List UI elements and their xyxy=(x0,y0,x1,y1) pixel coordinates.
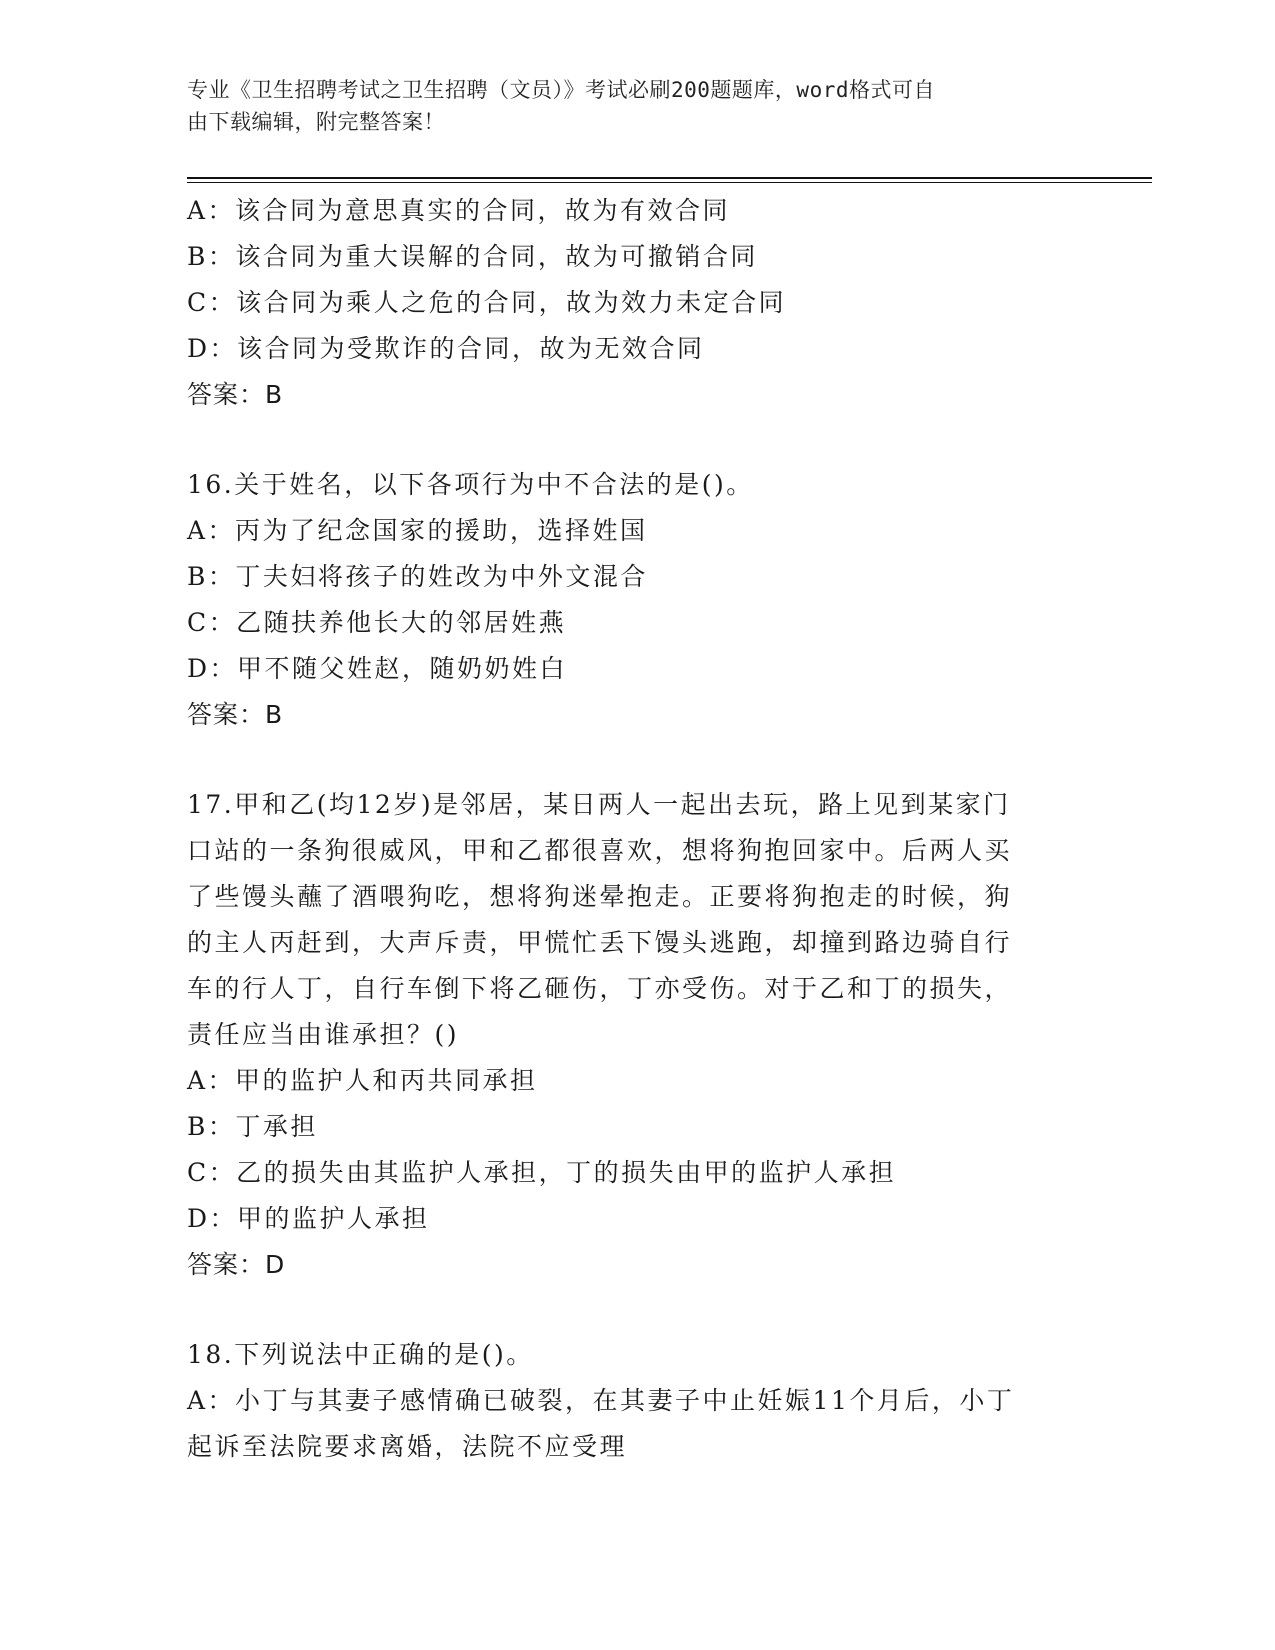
question-stem-line: 了些馒头蘸了酒喂狗吃，想将狗迷晕抱走。正要将狗抱走的时候，狗 xyxy=(187,882,1013,911)
answer-line: 答案：B xyxy=(187,380,284,409)
header-line-1: 专业《卫生招聘考试之卫生招聘（文员）》考试必刷200题题库，word格式可自 xyxy=(187,78,935,102)
option-a: A：该合同为意思真实的合同，故为有效合同 xyxy=(187,196,731,225)
question-stem: 16.关于姓名，以下各项行为中不合法的是()。 xyxy=(187,470,754,499)
option-c: C：该合同为乘人之危的合同，故为效力未定合同 xyxy=(187,288,787,317)
question-stem-line: 车的行人丁，自行车倒下将乙砸伤，丁亦受伤。对于乙和丁的损失， xyxy=(187,974,1013,1003)
header-divider-thin xyxy=(187,182,1152,183)
page-header xyxy=(187,74,1067,138)
answer-line: 答案：D xyxy=(187,1250,286,1279)
question-18 xyxy=(187,1332,1067,1470)
question-stem-line: 责任应当由谁承担？() xyxy=(187,1020,460,1049)
question-stem-line: 口站的一条狗很威风，甲和乙都很喜欢，想将狗抱回家中。后两人买 xyxy=(187,836,1013,865)
question-16 xyxy=(187,462,1067,738)
option-c: C：乙的损失由其监护人承担，丁的损失由甲的监护人承担 xyxy=(187,1158,897,1187)
option-a-line: 起诉至法院要求离婚，法院不应受理 xyxy=(187,1432,628,1461)
option-a: A：甲的监护人和丙共同承担 xyxy=(187,1066,538,1095)
answer-line: 答案：B xyxy=(187,700,284,729)
question-stem: 18.下列说法中正确的是()。 xyxy=(187,1340,534,1369)
option-d: D：甲的监护人承担 xyxy=(187,1204,430,1233)
option-c: C：乙随扶养他长大的邻居姓燕 xyxy=(187,608,567,637)
question-stem-line: 17.甲和乙(均12岁)是邻居，某日两人一起出去玩，路上见到某家门 xyxy=(187,790,1011,819)
option-a: A：丙为了纪念国家的援助，选择姓国 xyxy=(187,516,648,545)
header-line-2: 由下载编辑，附完整答案！ xyxy=(187,110,445,134)
option-b: B：丁夫妇将孩子的姓改为中外文混合 xyxy=(187,562,648,591)
question-15-continued xyxy=(187,188,1067,418)
question-17 xyxy=(187,782,1067,1288)
option-d: D：甲不随父姓赵，随奶奶姓白 xyxy=(187,654,568,683)
header-divider-thick xyxy=(187,177,1152,179)
question-stem-line: 的主人丙赶到，大声斥责，甲慌忙丢下馒头逃跑，却撞到路边骑自行 xyxy=(187,928,1013,957)
option-b: B：该合同为重大误解的合同，故为可撤销合同 xyxy=(187,242,758,271)
option-d: D：该合同为受欺诈的合同，故为无效合同 xyxy=(187,334,705,363)
option-b: B：丁承担 xyxy=(187,1112,318,1141)
option-a-line: A：小丁与其妻子感情确已破裂，在其妻子中止妊娠11个月后，小丁 xyxy=(187,1386,1015,1415)
document-body xyxy=(187,188,1067,1470)
